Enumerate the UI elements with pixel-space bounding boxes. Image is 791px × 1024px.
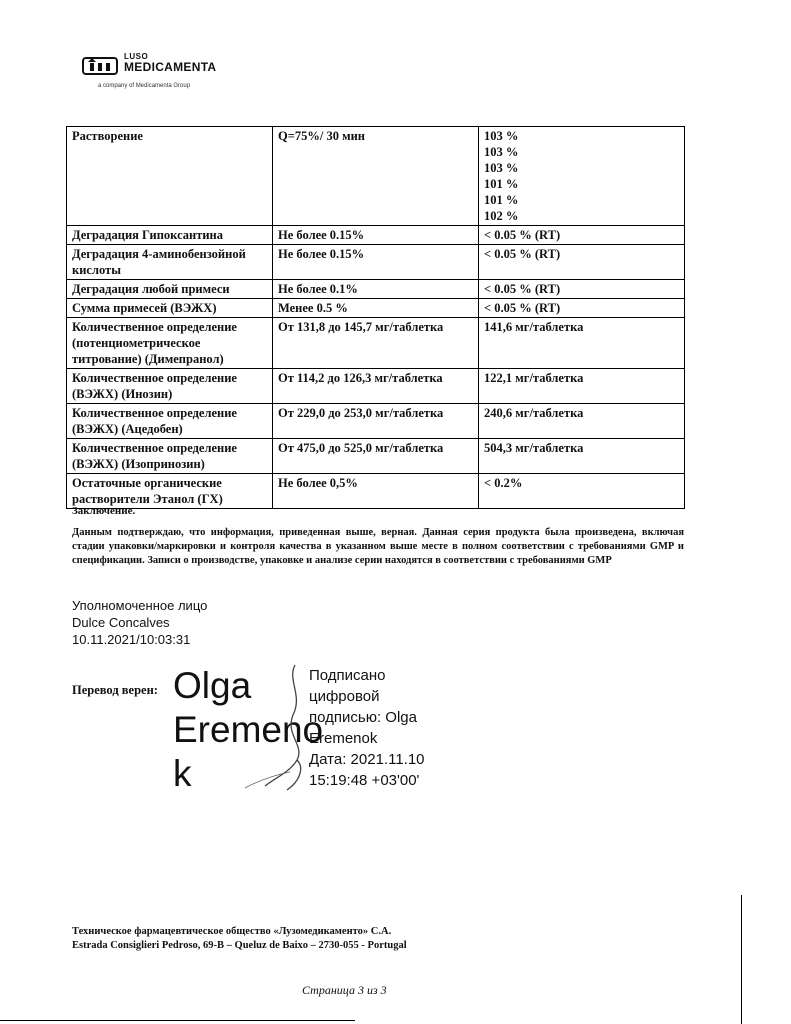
result-value: 122,1 мг/таблетка — [484, 371, 584, 385]
result-cell — [479, 439, 685, 474]
page-number: Страница 3 из 3 — [302, 983, 387, 997]
specification-cell: От 475,0 до 525,0 мг/таблетка — [273, 439, 479, 474]
result-value: 103 % — [484, 129, 519, 143]
table-row — [67, 474, 685, 509]
result-cell — [479, 318, 685, 369]
conclusion-title: Заключение. — [72, 505, 136, 517]
table-row — [67, 318, 685, 369]
specification-cell: Не более 0,5% — [273, 474, 479, 509]
specification-cell: От 229,0 до 253,0 мг/таблетка — [273, 404, 479, 439]
specification-cell: Не более 0.1% — [273, 280, 479, 299]
table-row — [67, 299, 685, 318]
table-row — [67, 369, 685, 404]
result-value: 240,6 мг/таблетка — [484, 406, 584, 420]
specification-cell: Менее 0.5 % — [273, 299, 479, 318]
results-table — [66, 126, 685, 509]
signer-name: Dulce Concalves — [72, 615, 170, 630]
result-cell — [479, 299, 685, 318]
table-row — [67, 280, 685, 299]
table-row — [67, 404, 685, 439]
translator-name-line: Olga — [173, 665, 252, 706]
result-value: 101 % — [484, 193, 519, 207]
result-value: < 0.05 % (RT) — [484, 247, 561, 261]
test-name-cell: Сумма примесей (ВЭЖХ) — [67, 299, 273, 318]
result-value: 102 % — [484, 209, 519, 223]
footer-address: Estrada Consiglieri Pedroso, 69-B – Queluz de Baixo – 2730-055 - Portugal — [72, 940, 407, 951]
result-value: 103 % — [484, 145, 519, 159]
signer-block — [72, 597, 207, 648]
test-name-cell: Количественное определение (потенциометрическое титрование) (Димепранол) — [67, 318, 273, 369]
logo-tagline: a company of Medicamenta Group — [98, 83, 191, 89]
digital-signature-line: Eremenok — [309, 730, 378, 747]
footer-company — [72, 925, 407, 953]
digital-signature-line: подписью: Olga — [309, 709, 417, 726]
test-name-cell: Деградация любой примеси — [67, 280, 273, 299]
result-cell — [479, 474, 685, 509]
specification-cell: От 114,2 до 126,3 мг/таблетка — [273, 369, 479, 404]
digital-signature-line: Дата: 2021.11.10 — [309, 751, 425, 768]
footer-divider — [0, 1020, 355, 1021]
result-value: < 0.05 % (RT) — [484, 282, 561, 296]
result-value: 141,6 мг/таблетка — [484, 320, 584, 334]
logo-brand-top: LUSO — [124, 52, 149, 61]
digital-signature-line: Подписано — [309, 667, 386, 684]
digital-signature-line: цифровой — [309, 688, 380, 705]
translation-label: Перевод верен: — [72, 683, 158, 697]
specification-cell: Q=75%/ 30 мин — [273, 127, 479, 226]
signer-role: Уполномоченное лицо — [72, 598, 208, 613]
translator-name-line: Eremeno — [173, 709, 324, 750]
result-cell — [479, 369, 685, 404]
test-name-cell: Остаточные органические растворители Этанол (ГХ) — [67, 474, 273, 509]
test-name-cell: Количественное определение (ВЭЖХ) (Ацедобен) — [67, 404, 273, 439]
specification-cell: Не более 0.15% — [273, 226, 479, 245]
table-row — [67, 439, 685, 474]
result-value: 101 % — [484, 177, 519, 191]
table-row — [67, 245, 685, 280]
conclusion-text: Данным подтверждаю, что информация, приведенная выше, верная. Данная серия продукта была произведена, включая стадии упаковки/маркировки и контроля качества в указанном выше месте в полном соответствии с требованиями GMP и спецификации. Записи о производстве, упаковке и анализе серии находятся в соответствии с требованиями GMP — [72, 527, 684, 566]
medicamenta-logo-icon — [82, 54, 118, 76]
translator-name-line: k — [173, 753, 192, 794]
test-name-cell: Деградация Гипоксантина — [67, 226, 273, 245]
logo-brand-main: MEDICAMENTA — [124, 60, 217, 74]
result-cell — [479, 226, 685, 245]
specification-cell: Не более 0.15% — [273, 245, 479, 280]
signer-datetime: 10.11.2021/10:03:31 — [72, 632, 191, 647]
company-logo — [82, 50, 222, 95]
test-name-cell: Количественное определение (ВЭЖХ) (Изопринозин) — [67, 439, 273, 474]
result-cell — [479, 127, 685, 226]
specification-cell: От 131,8 до 145,7 мг/таблетка — [273, 318, 479, 369]
result-value: < 0.05 % (RT) — [484, 228, 561, 242]
result-cell — [479, 280, 685, 299]
test-name-cell: Деградация 4-аминобензойной кислоты — [67, 245, 273, 280]
margin-divider — [741, 895, 742, 1024]
digital-signature-text — [309, 665, 425, 791]
table-row — [67, 226, 685, 245]
result-value: 103 % — [484, 161, 519, 175]
test-name-cell: Растворение — [67, 127, 273, 226]
footer-company-name: Техническое фармацевтическое общество «Лузомедикаменто» С.А. — [72, 926, 392, 937]
result-cell — [479, 404, 685, 439]
result-value: < 0.2% — [484, 476, 523, 490]
result-value: 504,3 мг/таблетка — [484, 441, 584, 455]
digital-signature-line: 15:19:48 +03'00' — [309, 772, 420, 789]
result-value: < 0.05 % (RT) — [484, 301, 561, 315]
result-cell — [479, 245, 685, 280]
table-row — [67, 127, 685, 226]
test-name-cell: Количественное определение (ВЭЖХ) (Инозин) — [67, 369, 273, 404]
